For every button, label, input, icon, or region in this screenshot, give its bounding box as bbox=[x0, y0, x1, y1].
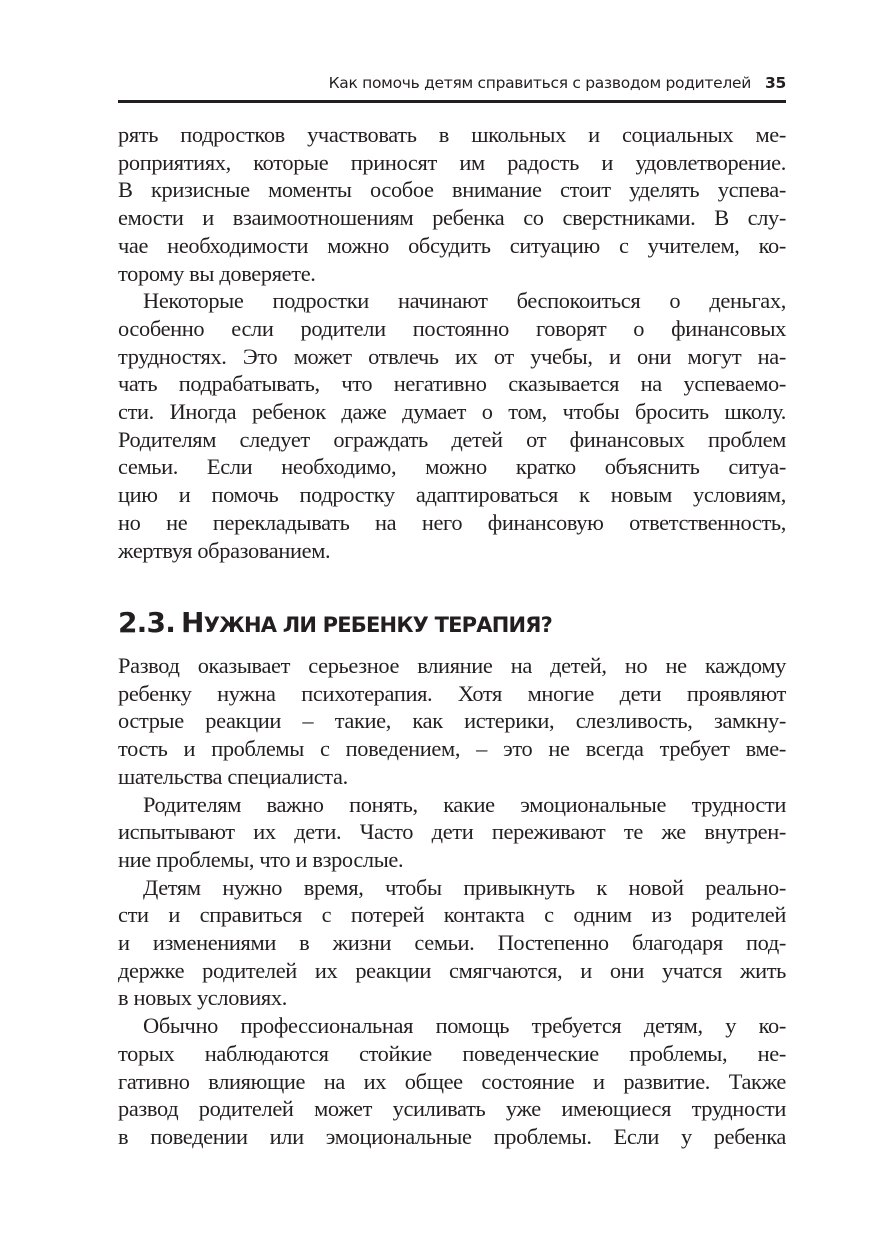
text-line: Родителям следует ограждать детей от финансовых проблем bbox=[118, 426, 786, 452]
text-line: сти и справиться с потерей контакта с одним из родителей bbox=[118, 902, 786, 928]
text-line: Обычно профессиональная помощь требуется детям, у ко- bbox=[143, 1013, 786, 1039]
text-line: сти. Иногда ребенок даже думает о том, чтобы бросить школу. bbox=[118, 399, 786, 425]
header-rule bbox=[118, 100, 786, 103]
paragraph-understand bbox=[118, 791, 786, 874]
text-line: острые реакции – такие, как истерики, слезливость, замкну- bbox=[118, 708, 786, 734]
text-line: торых наблюдаются стойкие поведенческие проблемы, не- bbox=[118, 1040, 786, 1066]
paragraph-intro bbox=[118, 652, 786, 791]
text-line: испытывают их дети. Часто дети переживают те же внутрен- bbox=[118, 819, 786, 845]
paragraph-continuation bbox=[118, 121, 786, 287]
text-block-top bbox=[118, 121, 786, 564]
text-line: в новых условиях. bbox=[118, 985, 287, 1011]
section-number: 2.3. bbox=[118, 606, 176, 639]
text-block-section bbox=[118, 652, 786, 1151]
text-line: держке родителей их реакции смягчаются, и они учатся жить bbox=[118, 957, 786, 983]
text-line: развод родителей может усиливать уже имеющиеся трудности bbox=[118, 1096, 786, 1122]
text-line: и изменениями в жизни семьи. Постепенно благодаря под- bbox=[118, 930, 786, 956]
text-line: гативно влияющие на их общее состояние и развитие. Также bbox=[118, 1068, 786, 1094]
running-head-title: Как помочь детям справиться с разводом родителей bbox=[328, 74, 752, 92]
paragraph-professional bbox=[118, 1012, 786, 1151]
text-line: семьи. Если необходимо, можно кратко объяснить ситуа- bbox=[118, 454, 786, 480]
text-line: Развод оказывает серьезное влияние на детей, но не каждому bbox=[118, 653, 786, 678]
text-line: Некоторые подростки начинают беспокоиться о деньгах, bbox=[143, 288, 786, 314]
text-line: чае необходимости можно обсудить ситуацию с учителем, ко- bbox=[118, 232, 786, 258]
text-line: В кризисные моменты особое внимание стоит уделять успева- bbox=[118, 177, 786, 203]
section-heading bbox=[118, 606, 552, 639]
paragraph-money bbox=[118, 287, 786, 564]
text-line: но не перекладывать на него финансовую ответственность, bbox=[118, 509, 786, 535]
section-title-rest: УЖНА ЛИ РЕБЕНКУ ТЕРАПИЯ? bbox=[203, 613, 552, 637]
text-line: жертвуя образованием. bbox=[118, 537, 331, 563]
text-line: рять подростков участвовать в школьных и социальных ме- bbox=[118, 122, 786, 147]
paragraph-time bbox=[118, 874, 786, 1013]
text-line: чать подрабатывать, что негативно сказывается на успеваемо- bbox=[118, 371, 786, 397]
text-line: роприятиях, которые приносят им радость и удовлетворение. bbox=[118, 149, 786, 175]
page-number: 35 bbox=[765, 74, 786, 92]
text-line: шательства специалиста. bbox=[118, 763, 348, 789]
text-line: в поведении или эмоциональные проблемы. Если у ребенка bbox=[118, 1123, 786, 1149]
text-line: емости и взаимоотношениям ребенка со сверстниками. В слу- bbox=[118, 205, 786, 231]
text-line: Детям нужно время, чтобы привыкнуть к новой реально- bbox=[143, 874, 786, 900]
text-line: тость и проблемы с поведением, – это не всегда требует вме- bbox=[118, 736, 786, 762]
text-line: цию и помочь подростку адаптироваться к новым условиям, bbox=[118, 482, 786, 508]
text-line: торому вы доверяете. bbox=[118, 260, 316, 286]
section-title-initial: Н bbox=[181, 606, 204, 639]
text-line: ребенку нужна психотерапия. Хотя многие дети проявляют bbox=[118, 680, 786, 706]
text-line: особенно если родители постоянно говорят о финансовых bbox=[118, 315, 786, 341]
text-line: трудностях. Это может отвлечь их от учебы, и они могут на- bbox=[118, 343, 786, 369]
text-line: Родителям важно понять, какие эмоциональные трудности bbox=[143, 791, 786, 817]
running-head bbox=[118, 74, 786, 98]
text-line: ние проблемы, что и взрослые. bbox=[118, 846, 404, 872]
